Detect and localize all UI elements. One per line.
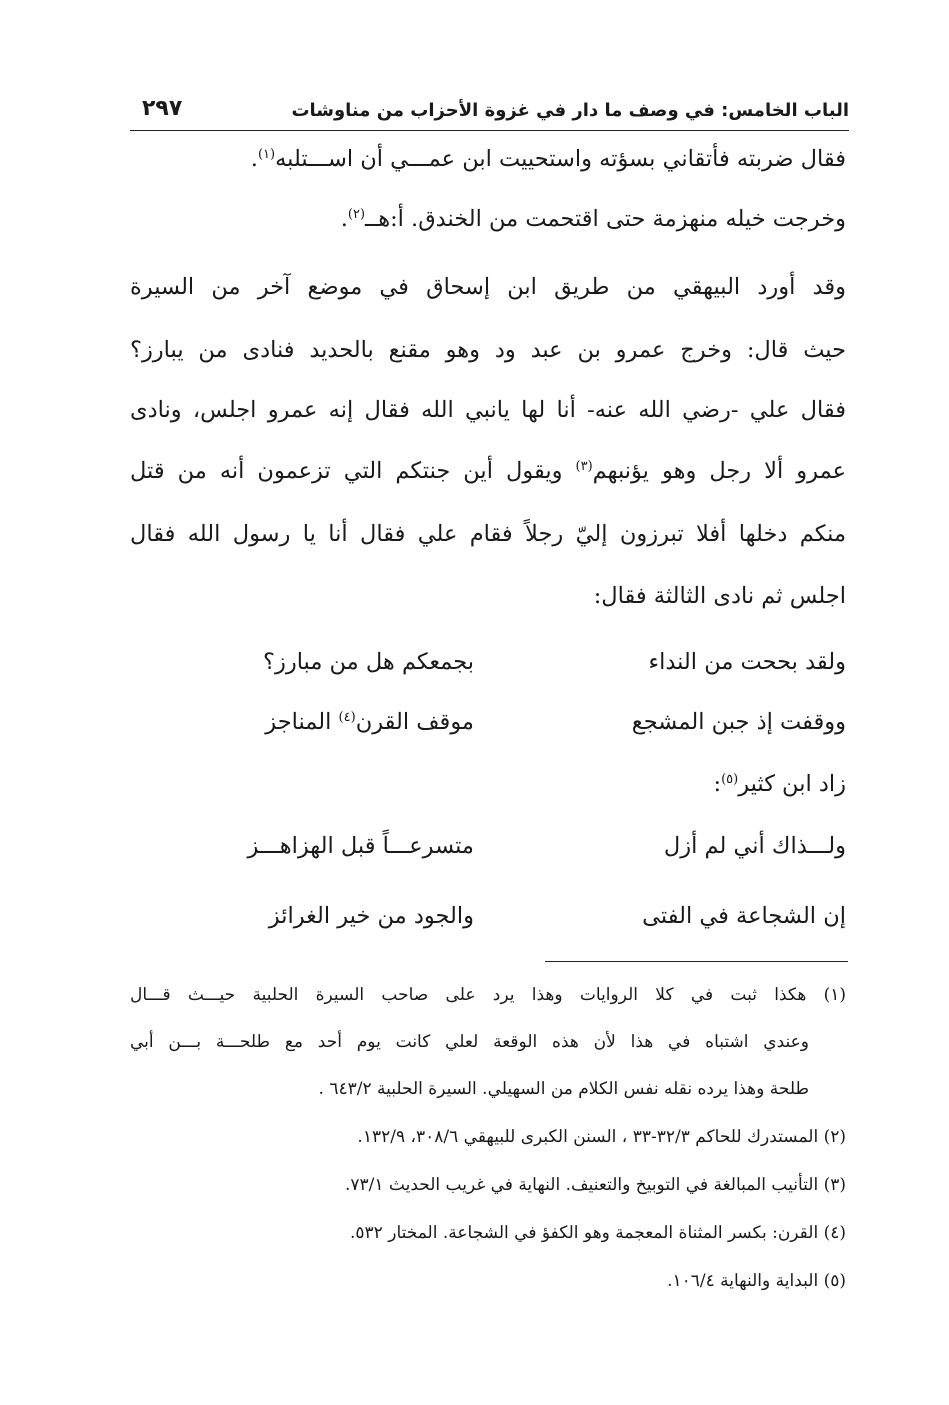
- footnote-divider: [545, 961, 848, 962]
- body-line-4: حيث قال: وخرج عمرو بن عبد ود وهو مقنع بالحديد فنادى من يبارز؟: [130, 337, 846, 363]
- footnote-1-line-1: (١) هكذا ثبت في كلا الروايات وهذا يرد على صاحب السيرة الحلبية حيـــث قـــال: [130, 985, 846, 1005]
- body-line-7: منكم دخلها أفلا تبرزون إليّ رجلاً فقام علي فقال أنا يا رسول الله فقال: [130, 521, 846, 547]
- zad-ibn-kathir-line: زاد ابن كثير$^{(٥)}$:: [713, 771, 846, 797]
- verse-2-first-half: ووقفت إذ جبن المشجع: [631, 709, 846, 735]
- page-number: ٢٩٧: [142, 96, 183, 121]
- footnote-ref-2: (٢): [347, 207, 366, 222]
- footnote-ref-4: (٤): [338, 710, 356, 725]
- footnote-2: (٢) المستدرك للحاكم ٣٢/٣-٣٣ ، السنن الكبرى للبيهقي ٣٠٨/٦، ١٣٢/٩.: [357, 1127, 846, 1147]
- footnote-ref-3: (٣): [575, 459, 593, 474]
- footnote-4: (٤) القرن: بكسر المثناة المعجمة وهو الكفؤ في الشجاعة. المختار ٥٣٢.: [350, 1223, 846, 1243]
- body-line-5: فقال علي -رضي الله عنه- أنا لها يانبي الله فقال إنه عمرو اجلس، ونادى: [130, 397, 846, 423]
- body-line-2: وخرجت خيله منهزمة حتى اقتحمت من الخندق. أ:هــ$^{(٢)}$.: [340, 206, 846, 232]
- verse-2-second-half: موقف القرن$^{(٤)}$ المناجز: [265, 709, 474, 735]
- body-line-8: اجلس ثم نادى الثالثة فقال:: [593, 583, 846, 609]
- footnote-1-line-3: طلحة وهذا يرده نقله نفس الكلام من السهيلي. السيرة الحلبية ٦٤٣/٢ .: [318, 1079, 809, 1099]
- footnote-5: (٥) البداية والنهاية ١٠٦/٤.: [667, 1271, 846, 1291]
- footnote-3: (٣) التأنيب المبالغة في التوبيخ والتعنيف. النهاية في غريب الحديث ٧٣/١.: [344, 1175, 846, 1195]
- page-header: [130, 98, 849, 131]
- footnote-1-line-2: وعندي اشتباه في هذا لأن هذه الوقعة لعلي كانت يوم أحد مع طلحـــة بـــن أبي: [130, 1032, 809, 1052]
- body-line-6: عمرو ألا رجل وهو يؤنبهم$^{(٣)}$ ويقول أين جنتكم التي تزعمون أنه من قتل: [130, 458, 847, 484]
- verse-1-first-half: ولقد بححت من النداء: [648, 649, 846, 675]
- verse-3-second-half: متسرعـــاً قبل الهزاهـــز: [247, 833, 474, 859]
- verse-1-second-half: بجمعكم هل من مبارز؟: [263, 649, 474, 675]
- verse-4-second-half: والجود من خير الغرائز: [268, 903, 474, 929]
- body-line-3: وقد أورد البيهقي من طريق ابن إسحاق في موضع آخر من السيرة: [130, 274, 846, 300]
- footnote-ref-1: (١): [257, 147, 276, 162]
- running-title: الباب الخامس: في وصف ما دار في غزوة الأحزاب من مناوشات: [291, 100, 849, 121]
- verse-3-first-half: ولـــذاك أني لم أزل: [663, 833, 846, 859]
- verse-4-first-half: إن الشجاعة في الفتى: [642, 903, 846, 929]
- body-line-1: فقال ضربته فأتقاني بسؤته واستحييت ابن عمـــي أن اســـتلبه$^{(١)}$.: [250, 146, 846, 172]
- footnote-ref-5: (٥): [721, 772, 739, 787]
